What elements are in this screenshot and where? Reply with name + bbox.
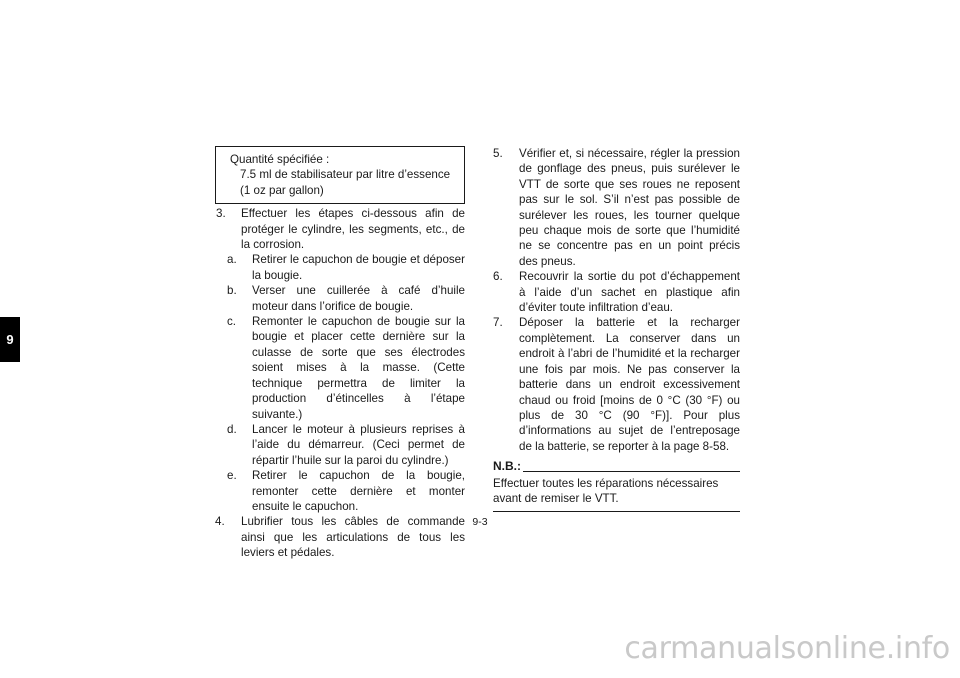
step-number: 7.	[493, 316, 503, 330]
step-number: 5.	[493, 147, 503, 160]
step-number: 3.	[216, 207, 226, 221]
step-text: Effectuer les étapes ci-dessous afin de protéger le cylindre, les segments, etc., de la corrosion.	[241, 207, 465, 252]
substep-d	[215, 422, 465, 468]
substep-letter: e.	[227, 469, 237, 483]
step-text: Déposer la batterie et la recharger complètement. La conserver dans un endroit à l’abri de l’humidité et la recharger une fois par mois. Ne pas conserver la batterie dans un endroit excessivement chaud ou froid [moins de 0 °C (30 °F) ou plus de 30 °C (90 °F)]. Pour plus d’informations au sujet de l’entreposage de la batterie, se reporter à la page 8-58.	[519, 316, 740, 453]
step-5	[493, 146, 740, 269]
substep-text: Lancer le moteur à plusieurs reprises à l’aide du démarreur. (Ceci permet de répartir l’huile sur la paroi du cylindre.)	[252, 422, 465, 467]
specification-box	[215, 146, 465, 204]
substep-letter: c.	[227, 315, 237, 329]
step-3	[215, 206, 465, 252]
note-rule	[523, 471, 740, 472]
substep-text: Remonter le capuchon de bougie sur la bougie et placer cette dernière sur la culasse de sorte que ses électrodes soient mises à la masse. (Cette technique permettra de limiter la production d’étincelles à l’étape suivante.)	[252, 315, 465, 421]
page-number: 9-3	[472, 516, 488, 528]
note-text: Effectuer toutes les réparations nécessaires avant de remiser le VTT.	[493, 476, 719, 505]
step-number: 4.	[215, 515, 225, 529]
substep-letter: a.	[227, 253, 237, 267]
right-column	[493, 146, 740, 512]
substep-text: Retirer le capuchon de la bougie, remonter cette dernière et monter ensuite le capuchon.	[252, 469, 465, 513]
note-label: N.B.:	[493, 459, 521, 474]
note-header	[493, 459, 740, 474]
substep-letter: b.	[227, 284, 237, 298]
substep-b	[215, 283, 465, 314]
spec-label: Quantité spécifiée :	[230, 153, 330, 166]
chapter-tab	[0, 317, 20, 362]
chapter-tab-number: 9	[6, 332, 14, 347]
substep-text: Retirer le capuchon de bougie et déposer la bougie.	[252, 253, 465, 282]
substep-a	[215, 252, 465, 283]
substep-text: Verser une cuillerée à café d’huile moteur dans l’orifice de bougie.	[252, 284, 465, 313]
step-4	[215, 514, 465, 560]
step-6	[493, 269, 740, 315]
step-text: Recouvrir la sortie du pot d’échappement à l’aide d’un sachet en plastique afin d’éviter toute infiltration d’eau.	[519, 270, 740, 315]
note-end-rule	[493, 511, 740, 512]
step-7	[493, 315, 740, 454]
substep-letter: d.	[227, 422, 237, 436]
substep-c	[215, 314, 465, 422]
step-number: 6.	[493, 270, 503, 284]
substep-e	[215, 468, 465, 514]
step-text: Lubrifier tous les câbles de commande ainsi que les articulations de tous les leviers et pédales.	[241, 515, 465, 560]
left-column	[215, 146, 465, 561]
watermark: carmanualsonline.info	[624, 631, 950, 666]
step-text: Vérifier et, si nécessaire, régler la pression de gonflage des pneus, puis surélever le VTT de sorte que ses roues ne reposent pas sur le sol. S’il n’est pas possible de surélever les roues, les tourner quelque peu chaque mois de sorte que l’humidité ne se concentre pas en un point précis des pneus.	[519, 147, 740, 268]
spec-value: 7.5 ml de stabilisateur par litre d’essence (1 oz par gallon)	[240, 168, 451, 197]
